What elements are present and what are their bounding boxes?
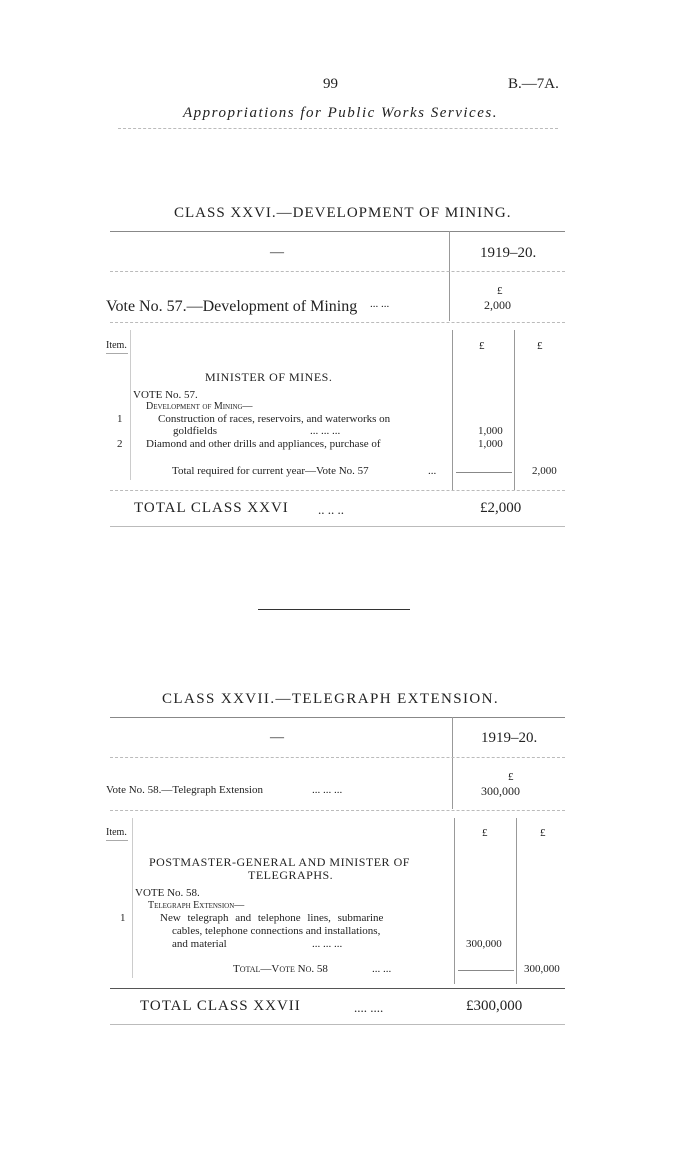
vote-amount: 300,000 <box>481 784 520 798</box>
table-top-rule <box>110 231 565 232</box>
minister-heading: MINISTER OF MINES. <box>205 370 333 384</box>
running-title: Appropriations for Public Works Services. <box>183 105 498 121</box>
vote-rule <box>110 810 565 811</box>
item-label: Item. <box>106 827 127 838</box>
class-title: CLASS XXVI.—DEVELOPMENT OF MINING. <box>174 205 512 221</box>
item-description-cont: cables, telephone connections and installations, <box>172 925 381 937</box>
subtotal-rule <box>458 970 514 971</box>
vote-line: Vote No. 57.—Development of Mining <box>106 298 358 315</box>
vote-total-line: Total required for current year—Vote No. 57 <box>172 465 369 477</box>
amount-divider-1 <box>452 330 453 490</box>
header-rule <box>118 128 558 129</box>
column-dash: — <box>270 730 284 745</box>
vote-rule <box>110 322 565 323</box>
item-description: Diamond and other drills and appliances, purchase of <box>146 438 381 450</box>
item-number: 2 <box>117 438 123 450</box>
page-number: 99 <box>323 76 338 92</box>
header-underline <box>110 271 565 272</box>
year-heading: 1919–20. <box>480 245 537 261</box>
class-total-leader: .. .. .. <box>318 502 344 517</box>
item-description: Construction of races, reservoirs, and waterworks on <box>158 413 391 425</box>
subhead: Development of Mining— <box>146 401 253 412</box>
subhead: Telegraph Extension— <box>148 900 245 911</box>
class-total-label: TOTAL CLASS XXVII <box>140 998 301 1014</box>
vote-leader: ... ... ... <box>312 784 343 796</box>
minister-heading: POSTMASTER-GENERAL AND MINISTER OF <box>149 855 410 869</box>
vote-leader: ... ... <box>370 298 390 310</box>
class-total-leader: .... .... <box>354 1000 384 1015</box>
item-column-divider <box>130 330 131 480</box>
class-total-label: TOTAL CLASS XXVI <box>134 500 289 516</box>
subtotal-rule <box>456 472 512 473</box>
class-title: CLASS XXVII.—TELEGRAPH EXTENSION. <box>162 691 500 707</box>
column-dash: — <box>270 245 284 260</box>
pound-sign-col1: £ <box>482 827 488 839</box>
item-description-cont: goldfields <box>173 425 217 437</box>
pound-sign-col1: £ <box>479 340 485 352</box>
item-amount: 1,000 <box>478 425 503 437</box>
class-total-rule-bottom <box>110 1024 565 1025</box>
header-underline <box>110 757 565 758</box>
minister-heading-cont: TELEGRAPHS. <box>248 868 334 882</box>
column-divider <box>452 717 453 809</box>
class-total-rule-top <box>110 988 565 989</box>
item-label-underline <box>106 840 128 841</box>
table-top-rule <box>110 717 565 718</box>
class-total-amount: £2,000 <box>480 500 522 516</box>
year-heading: 1919–20. <box>481 730 538 746</box>
class-total-amount: £300,000 <box>466 998 523 1014</box>
vote-total-amount: 300,000 <box>524 963 560 975</box>
vote-total-amount: 2,000 <box>532 465 557 477</box>
item-column-divider <box>132 818 133 978</box>
amount-divider-2 <box>516 818 517 984</box>
item-leader: ... ... ... <box>310 425 341 437</box>
class-total-rule-top <box>110 490 565 491</box>
vote-total-leader: ... ... <box>372 963 392 975</box>
section-separator <box>258 609 410 610</box>
item-leader: ... ... ... <box>312 938 343 950</box>
vote-pound-sign: £ <box>508 771 514 783</box>
item-number: 1 <box>120 912 126 924</box>
vote-pound-sign: £ <box>497 285 503 297</box>
item-number: 1 <box>117 413 123 425</box>
item-amount: 1,000 <box>478 438 503 450</box>
vote-number: VOTE No. 58. <box>135 887 200 899</box>
amount-divider-1 <box>454 818 455 984</box>
pound-sign-col2: £ <box>540 827 546 839</box>
document-reference: B.—7A. <box>508 76 559 92</box>
item-description-cont: and material <box>172 938 227 950</box>
pound-sign-col2: £ <box>537 340 543 352</box>
item-label: Item. <box>106 340 127 351</box>
item-description: New telegraph and telephone lines, submarine <box>160 912 384 924</box>
amount-divider-2 <box>514 330 515 490</box>
item-label-underline <box>106 353 128 354</box>
class-total-rule-bottom <box>110 526 565 527</box>
column-divider <box>449 231 450 321</box>
vote-total-line: Total—Vote No. 58 <box>233 963 328 975</box>
vote-total-leader: ... <box>428 465 437 477</box>
item-amount: 300,000 <box>466 938 502 950</box>
vote-number: VOTE No. 57. <box>133 389 198 401</box>
vote-amount: 2,000 <box>484 298 511 312</box>
vote-line: Vote No. 58.—Telegraph Extension <box>106 784 263 796</box>
